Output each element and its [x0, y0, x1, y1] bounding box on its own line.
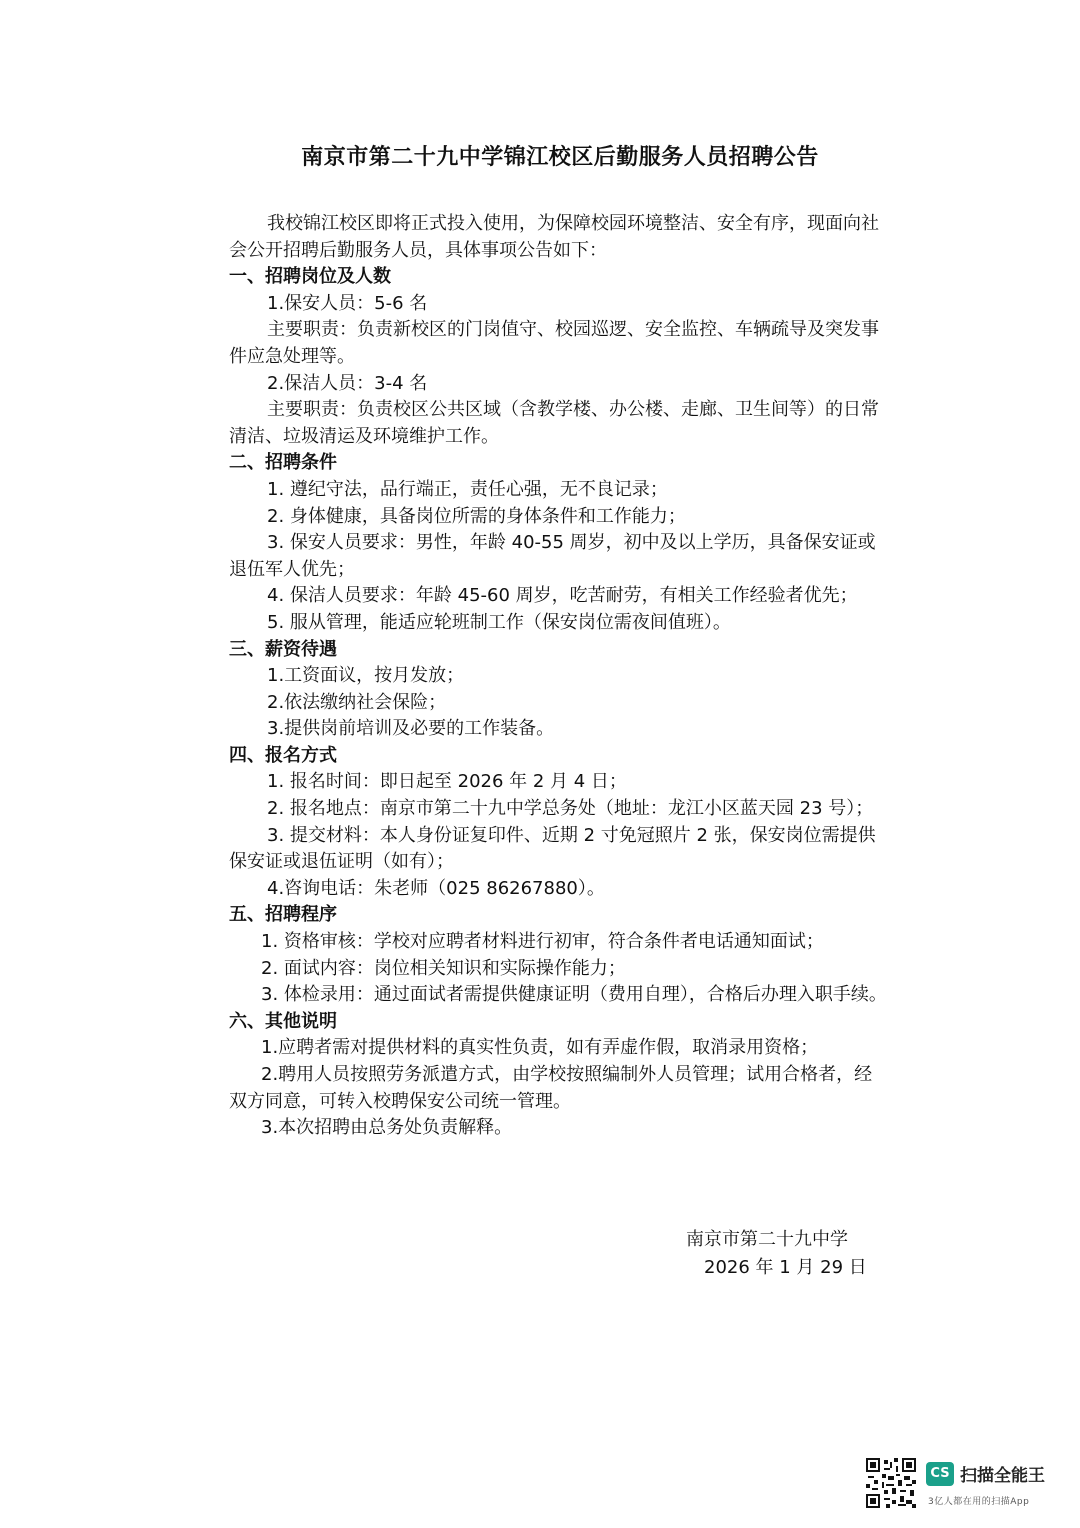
paragraph: 我校锦江校区即将正式投入使用，为保障校园环境整洁、安全有序，现面向社会公开招聘后勤服务人员，具体事项公告如下： — [229, 213, 879, 261]
paragraph: 3. 体检录用：通过面试者需提供健康证明（费用自理），合格后办理入职手续。 — [261, 984, 887, 1006]
paragraph: 1.保安人员：5-6 名 — [267, 292, 428, 314]
paragraph: 1.工资面议，按月发放； — [267, 665, 465, 687]
paragraph: 3.提供岗前培训及必要的工作装备。 — [267, 718, 555, 740]
section-heading: 二、招聘条件 — [229, 452, 337, 474]
camscanner-logo-icon: CS — [926, 1462, 954, 1486]
section-heading: 五、招聘程序 — [229, 904, 337, 926]
qr-code-icon — [866, 1458, 916, 1508]
section-heading: 一、招聘岗位及人数 — [229, 266, 391, 288]
paragraph: 2. 面试内容：岗位相关知识和实际操作能力； — [261, 957, 626, 979]
section-heading: 四、报名方式 — [229, 744, 337, 766]
watermark-app-name: 扫描全能王 — [960, 1466, 1045, 1486]
paragraph: 3. 保安人员要求：男性，年龄 40-55 周岁，初中及以上学历，具备保安证或退伍军人优先； — [229, 532, 876, 580]
paragraph: 1. 资格审核：学校对应聘者材料进行初审，符合条件者电话通知面试； — [261, 931, 824, 953]
paragraph: 1. 报名时间：即日起至 2026 年 2 月 4 日； — [267, 771, 627, 793]
paragraph: 主要职责：负责新校区的门岗值守、校园巡逻、安全监控、车辆疏导及突发事件应急处理等。 — [229, 319, 879, 367]
signature-org: 南京市第二十九中学 — [686, 1229, 848, 1250]
paragraph: 5. 服从管理，能适应轮班制工作（保安岗位需夜间值班）。 — [267, 611, 731, 633]
paragraph: 3.本次招聘由总务处负责解释。 — [261, 1117, 513, 1139]
signature-date: 2026 年 1 月 29 日 — [704, 1257, 867, 1278]
paragraph: 1.应聘者需对提供材料的真实性负责，如有弄虚作假，取消录用资格； — [261, 1037, 819, 1059]
watermark-tagline: 3亿人都在用的扫描App — [928, 1497, 1030, 1507]
paragraph: 3. 提交材料：本人身份证复印件、近期 2 寸免冠照片 2 张，保安岗位需提供保安证或退伍证明（如有）； — [229, 824, 876, 873]
paragraph: 2. 报名地点：南京市第二十九中学总务处（地址：龙江小区蓝天园 23 号）； — [267, 798, 874, 820]
section-heading: 三、薪资待遇 — [229, 638, 337, 660]
document-body — [229, 211, 889, 1142]
paragraph: 1. 遵纪守法，品行端正，责任心强，无不良记录； — [267, 478, 668, 500]
paragraph: 2.依法缴纳社会保险； — [267, 691, 447, 713]
paragraph: 4. 保洁人员要求：年龄 45-60 周岁，吃苦耐劳，有相关工作经验者优先； — [267, 585, 858, 607]
paragraph: 4.咨询电话：朱老师（025 86267880）。 — [267, 877, 605, 899]
page-title: 南京市第二十九中学锦江校区后勤服务人员招聘公告 — [301, 145, 819, 170]
section-heading: 六、其他说明 — [229, 1010, 337, 1032]
paragraph: 2.保洁人员：3-4 名 — [267, 372, 428, 394]
paragraph: 2. 身体健康，具备岗位所需的身体条件和工作能力； — [267, 505, 686, 527]
paragraph: 2.聘用人员按照劳务派遣方式，由学校按照编制外人员管理；试用合格者，经双方同意，可转入校聘保安公司统一管理。 — [229, 1064, 873, 1112]
paragraph: 主要职责：负责校区公共区域（含教学楼、办公楼、走廊、卫生间等）的日常清洁、垃圾清运及环境维护工作。 — [229, 399, 879, 447]
